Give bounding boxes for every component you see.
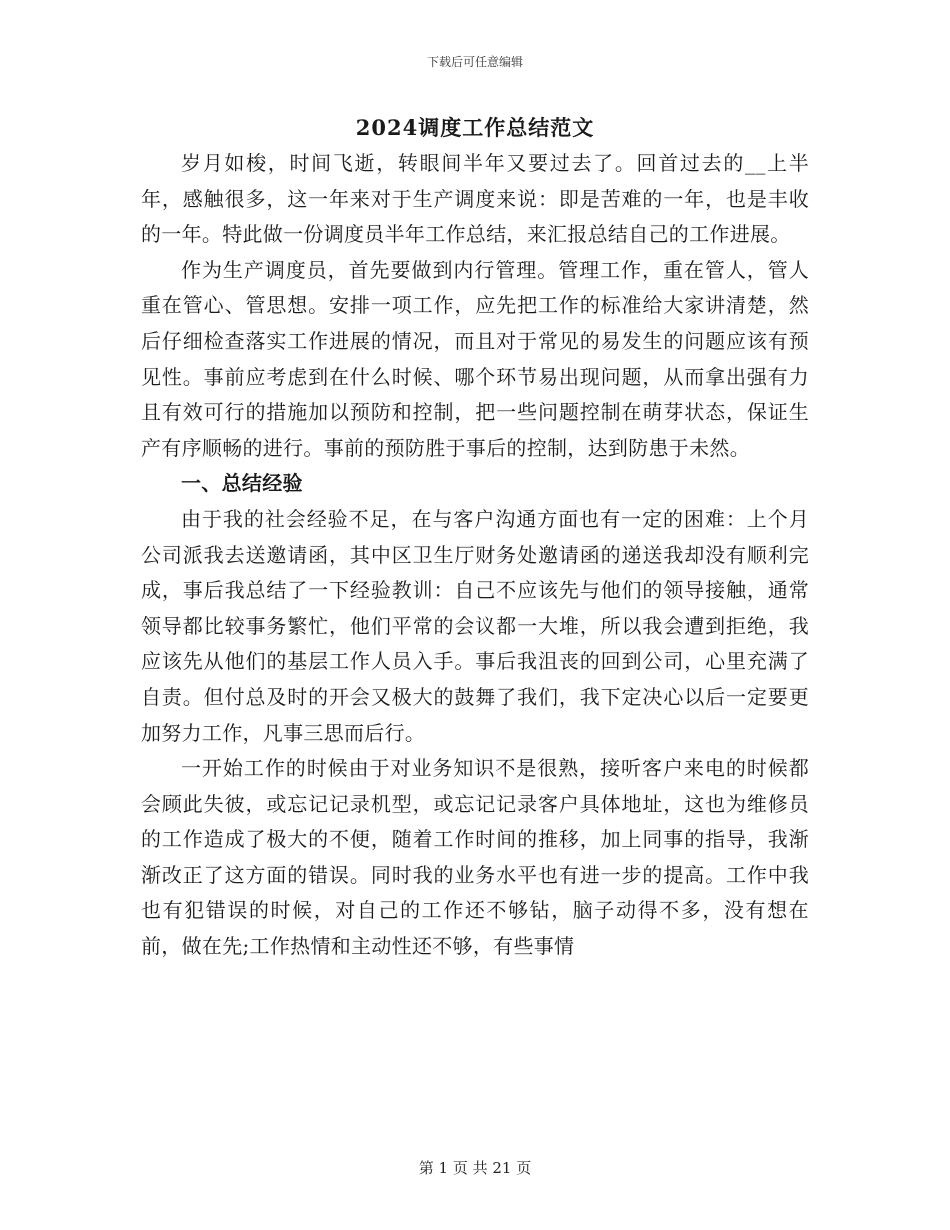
document-body	[141, 146, 809, 965]
document-title: 2024调度工作总结范文	[355, 115, 595, 140]
paragraph-learning: 一开始工作的时候由于对业务知识不是很熟，接听客户来电的时候都会顾此失彼，或忘记记录机型，或忘记记录客户具体地址，这也为维修员的工作造成了极大的不便，随着工作时间的推移，加上同事的指导，我渐渐改正了这方面的错误。同时我的业务水平也有进一步的提高。工作中我也有犯错误的时候，对自己的工作还不够钻，脑子动得不多，没有想在前，做在先;工作热情和主动性还不够，有些事情	[141, 756, 809, 959]
page-number: 第 1 页 共 21 页	[418, 1159, 532, 1177]
header-note: 下载后可任意编辑	[426, 55, 523, 69]
paragraph-intro: 岁月如梭，时间飞逝，转眼间半年又要过去了。回首过去的__上半年，感触很多，这一年来对于生产调度来说：即是苦难的一年，也是丰收的一年。特此做一份调度员半年工作总结，来汇报总结自己的工作进展。	[141, 151, 809, 247]
paragraph-experience: 由于我的社会经验不足，在与客户沟通方面也有一定的困难：上个月公司派我去送邀请函，其中区卫生厅财务处邀请函的递送我却没有顺利完成，事后我总结了一下经验教训：自己不应该先与他们的领导接触，通常领导都比较事务繁忙，他们平常的会议都一大堆，所以我会遭到拒绝，我应该先从他们的基层工作人员入手。事后我沮丧的回到公司，心里充满了自责。但付总及时的开会又极大的鼓舞了我们，我下定决心以后一定要更加努力工作，凡事三思而后行。	[141, 506, 809, 745]
section-heading: 一、总结经验	[181, 471, 303, 496]
paragraph-management: 作为生产调度员，首先要做到内行管理。管理工作，重在管人，管人重在管心、管思想。安排一项工作，应先把工作的标准给大家讲清楚，然后仔细检查落实工作进展的情况，而且对于常见的易发生的问题应该有预见性。事前应考虑到在什么时候、哪个环节易出现问题，从而拿出强有力且有效可行的措施加以预防和控制，把一些问题控制在萌芽状态，保证生产有序顺畅的进行。事前的预防胜于事后的控制，达到防患于未然。	[141, 257, 809, 460]
